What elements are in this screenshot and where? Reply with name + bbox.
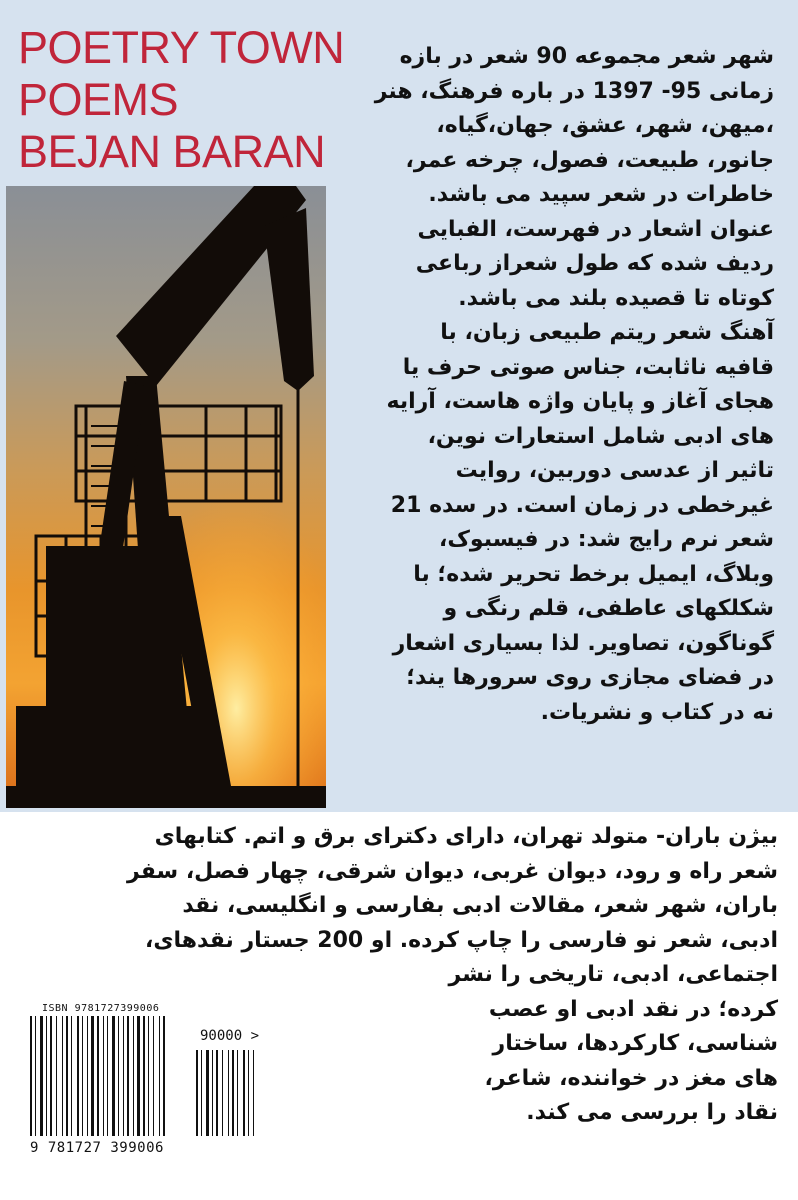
barcode-bar <box>253 1050 254 1136</box>
barcode-bar <box>222 1050 223 1136</box>
barcode-bar <box>66 1016 68 1136</box>
bio-line: شعر راه و رود، دیوان غربی، دیوان شرقی، چهار فصل، سفر <box>127 858 778 884</box>
barcode-bar <box>82 1016 83 1136</box>
barcode-bar <box>248 1050 249 1136</box>
description-line: ردیف شده که طول شعراز رباعی <box>415 251 774 276</box>
barcode-bar <box>62 1016 63 1136</box>
barcode-bar <box>112 1016 115 1136</box>
bio-line: باران، شهر شعر، مقالات ادبی بفارسی و انگلیسی، نقد <box>182 893 778 918</box>
barcode-bar <box>103 1016 104 1136</box>
barcode-bar <box>56 1016 57 1136</box>
barcode-bar <box>216 1050 218 1136</box>
bio-line: های مغز در خواننده، شاعر، <box>484 1065 778 1091</box>
barcode-bar <box>243 1050 245 1136</box>
isbn-digits: 9 781727 399006 <box>30 1140 164 1156</box>
barcode-bar <box>118 1016 119 1136</box>
description-line: آهنگ شعر ریتم طبیعی زبان، با <box>440 320 774 345</box>
description-line: در فضای مجازی روی سرورها یند؛ <box>406 665 774 690</box>
description-line: قافیه ناثابت، جناس صوتی حرف یا <box>402 354 774 380</box>
barcode-bar <box>212 1050 213 1136</box>
description-line: گوناگون، تصاویر. لذا بسیاری اشعار <box>392 630 774 656</box>
description-line: عنوان اشعار در فهرست، الفبایی <box>417 216 774 242</box>
barcode-bar <box>50 1016 52 1136</box>
description-line: شعر نرم رایج شد: در فیسبوک، <box>439 527 774 552</box>
barcode-bar <box>30 1016 32 1136</box>
description-line: خاطرات در شعر سپید می باشد. <box>428 182 774 207</box>
barcode-bar <box>148 1016 149 1136</box>
barcode-bar <box>196 1050 198 1136</box>
barcode-bar <box>87 1016 88 1136</box>
description-line: های ادبی شامل استعارات نوین، <box>427 423 774 449</box>
barcode-bar <box>237 1050 238 1136</box>
price-code: 90000 > <box>200 1028 260 1044</box>
description-line: کوتاه تا قصیده بلند می باشد. <box>458 285 774 311</box>
barcode-bar <box>159 1016 160 1136</box>
barcode-bar <box>228 1050 229 1136</box>
description-line: غیرخطی در زمان است. در سده 21 <box>390 492 774 518</box>
barcode-bar <box>77 1016 79 1136</box>
barcode-bar <box>46 1016 47 1136</box>
bio-line: شناسی، کارکردها، ساختار <box>492 1031 778 1056</box>
barcode-bar <box>127 1016 129 1136</box>
isbn-barcode <box>26 1000 260 1160</box>
barcode-bar <box>201 1050 202 1136</box>
description-line: شکلکهای عاطفی، قلم رنگی و <box>443 596 774 621</box>
title-line: POETRY TOWN <box>18 22 345 73</box>
bio-line: اجتماعی، ادبی، تاریخی را نشر <box>448 962 778 987</box>
barcode-bar <box>143 1016 145 1136</box>
book-description <box>338 40 774 730</box>
barcode-bar <box>35 1016 36 1136</box>
barcode-bar <box>133 1016 134 1136</box>
bio-line: بیژن باران- متولد تهران، دارای دکترای برق و اتم. کتابهای <box>154 824 778 849</box>
description-line: هجای آغاز و پایان واژه هاست، آرایه <box>386 389 774 414</box>
description-line: نه در کتاب و نشریات. <box>540 699 774 725</box>
bio-line: نقاد را بررسی می کند. <box>526 1100 778 1125</box>
isbn-label: ISBN 9781727399006 <box>42 1003 160 1014</box>
barcode-bar <box>153 1016 154 1136</box>
bio-line: کرده؛ در نقد ادبی او عصب <box>488 996 778 1022</box>
description-line: شهر شعر مجموعه 90 شعر در بازه <box>399 44 774 69</box>
barcode-bar <box>91 1016 94 1136</box>
description-line: وبلاگ، ایمیل برخط تحریر شده؛ با <box>413 561 774 587</box>
author-name: BEJAN BARAN <box>18 126 326 177</box>
barcode-bar <box>206 1050 209 1136</box>
barcode-bar <box>97 1016 99 1136</box>
description-line: زمانی 95- 1397 در باره فرهنگ، هنر <box>374 78 774 104</box>
barcode-bar <box>40 1016 43 1136</box>
barcode-bar <box>71 1016 72 1136</box>
barcode-bar <box>163 1016 165 1136</box>
pumpjack-sunset-photo <box>6 186 326 808</box>
title-line: POEMS <box>18 74 179 125</box>
barcode-bar <box>123 1016 124 1136</box>
description-line: تاثیر از عدسی دوربین، روایت <box>455 458 774 483</box>
description-line: جانور، طبیعت، فصول، چرخه عمر، <box>405 147 774 173</box>
barcode-bar <box>137 1016 140 1136</box>
bio-line: ادبی، شعر نو فارسی را چاپ کرده. او 200 جستار نقدهای، <box>144 927 778 953</box>
barcode-bar <box>232 1050 234 1136</box>
description-line: ،میهن، شهر، عشق، جهان،گیاه، <box>436 113 774 138</box>
book-title <box>18 22 344 178</box>
barcode-bar <box>107 1016 108 1136</box>
